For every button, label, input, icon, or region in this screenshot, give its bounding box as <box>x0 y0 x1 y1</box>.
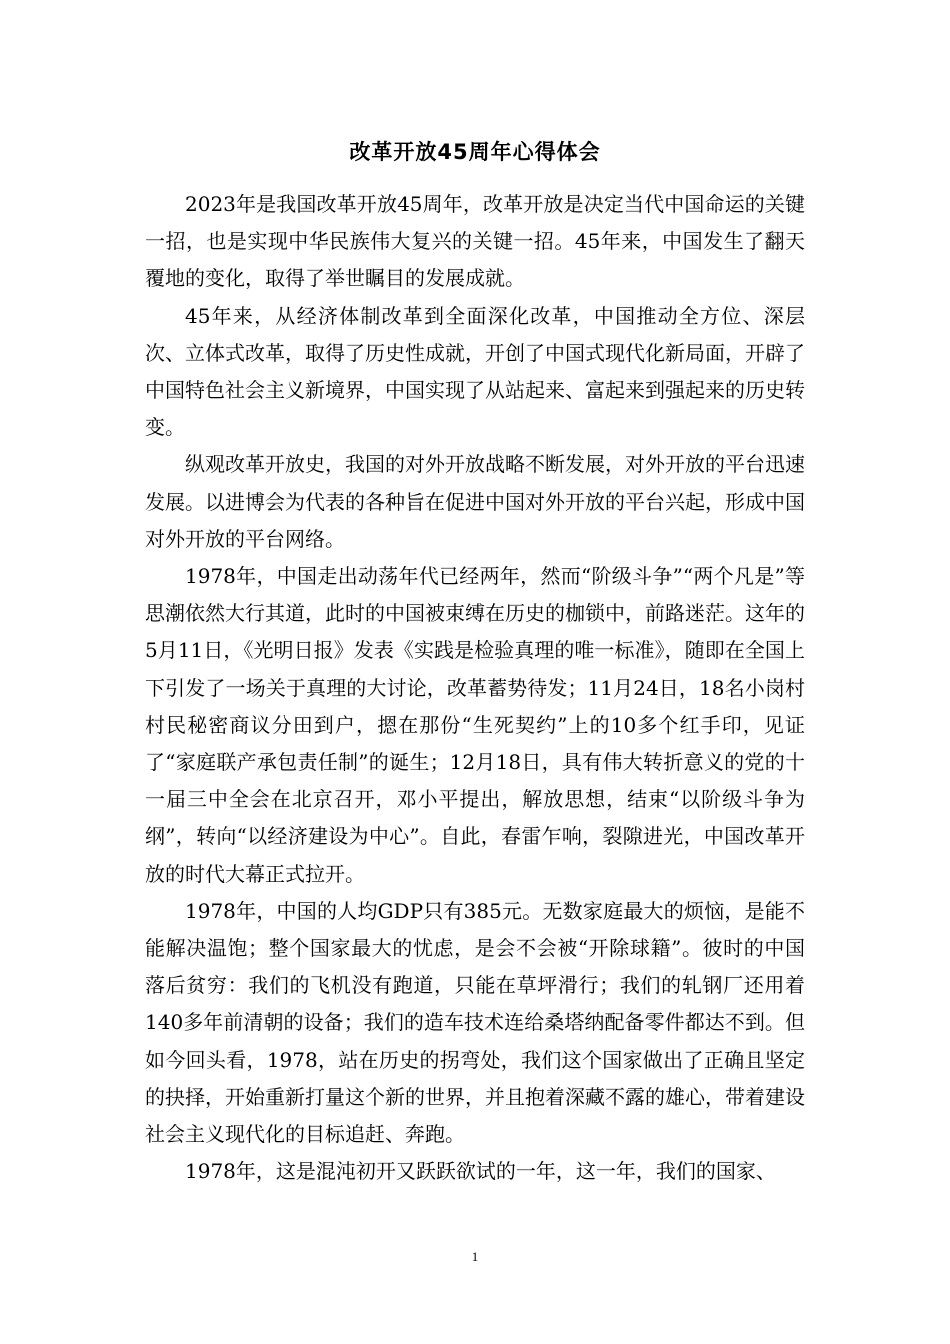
document-title: 改革开放45周年心得体会 <box>349 140 601 164</box>
paragraph: 1978年，中国的人均GDP只有385元。无数家庭最大的烦恼，是能不能解决温饱；整个国家最大的忧虑，是会不会被“开除球籍”。彼时的中国落后贫穷：我们的飞机没有跑道，只能在草坪滑行；我们的轧钢厂还用着140多年前清朝的设备；我们的造车技术连给桑塔纳配备零件都达不到。但如今回头看，1978，站在历史的拐弯处，我们这个国家做出了正确且坚定的抉择，开始重新打量这个新的世界，并且抱着深藏不露的雄心，带着建设社会主义现代化的目标追赶、奔跑。 <box>145 898 805 1147</box>
paragraph: 纵观改革开放史，我国的对外开放战略不断发展，对外开放的平台迅速发展。以进博会为代表的各种旨在促进中国对外开放的平台兴起，形成中国对外开放的平台网络。 <box>145 452 805 551</box>
paragraph: 1978年，这是混沌初开又跃跃欲试的一年，这一年，我们的国家、 <box>185 1159 776 1184</box>
paragraph: 45年来，从经济体制改革到全面深化改革，中国推动全方位、深层次、立体式改革，取得了历史性成就，开创了中国式现代化新局面，开辟了中国特色社会主义新境界，中国实现了从站起来、富起来到强起来的历史转变。 <box>145 303 805 440</box>
page-number: 1 <box>471 1249 479 1264</box>
document-body <box>145 186 805 1190</box>
paragraph: 2023年是我国改革开放45周年，改革开放是决定当代中国命运的关键一招，也是实现中华民族伟大复兴的关键一招。45年来，中国发生了翻天覆地的变化，取得了举世瞩目的发展成就。 <box>145 192 805 291</box>
paragraph: 1978年，中国走出动荡年代已经两年，然而“阶级斗争”“两个凡是”等思潮依然大行其道，此时的中国被束缚在历史的枷锁中，前路迷茫。这年的5月11日，《光明日报》发表《实践是检验真理的唯一标准》，随即在全国上下引发了一场关于真理的大讨论，改革蓄势待发；11月24日，18名小岗村村民秘密商议分田到户，摁在那份“生死契约”上的10多个红手印，见证了“家庭联产承包责任制”的诞生；12月18日，具有伟大转折意义的党的十一届三中全会在北京召开，邓小平提出，解放思想，结束“以阶级斗争为纲”，转向“以经济建设为中心”。自此，春雷乍响，裂隙进光，中国改革开放的时代大幕正式拉开。 <box>145 564 805 886</box>
